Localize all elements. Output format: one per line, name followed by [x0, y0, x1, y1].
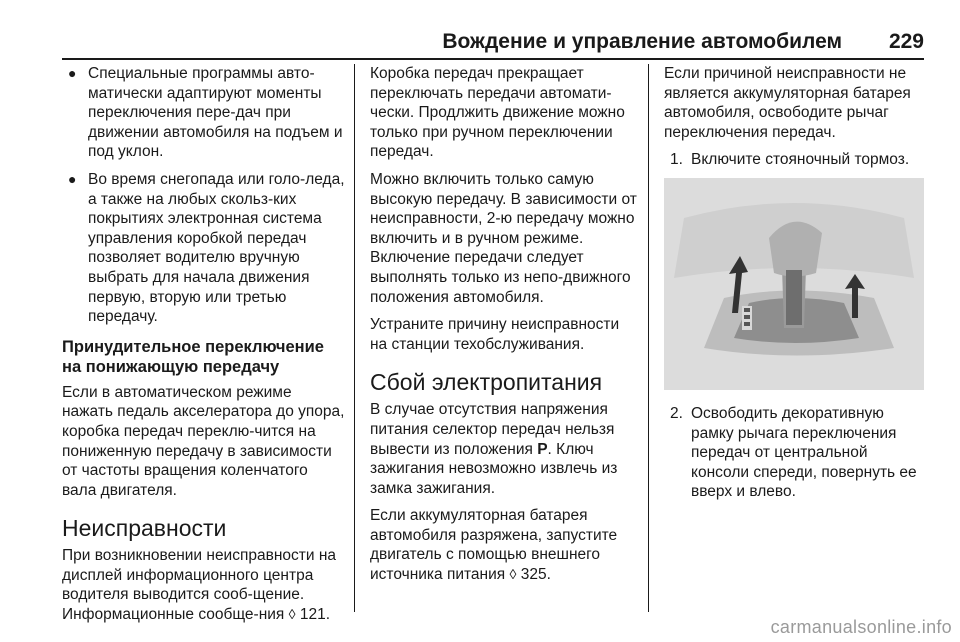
column-1	[62, 64, 345, 633]
faults-paragraph	[62, 546, 345, 624]
column-3	[664, 64, 928, 510]
step-text: Включите стояночный тормоз.	[691, 151, 910, 169]
faults-section-title: Неисправности	[62, 515, 227, 542]
step-number: 2.	[670, 404, 683, 422]
text: В случае отсутствия напряжения питания селектор передач нельзя вывести из положения	[370, 401, 615, 458]
bullet-text: Специальные программы авто-матически адаптируют моменты переключения пере-дач при движении автомобиля на подъем и под уклон.	[88, 65, 343, 161]
kickdown-heading: Принудительное переключение на понижающую передачу	[62, 337, 324, 376]
gear-position-p: P	[537, 440, 548, 458]
step-item	[664, 404, 928, 502]
page-ref-link[interactable]: 325.	[520, 566, 551, 584]
intro-paragraph: Если причиной неисправности не является аккумуляторная батарея автомобиля, освободите рычаг переключения передач.	[664, 65, 911, 141]
page-title: Вождение и управление автомобилем	[442, 30, 842, 53]
faults-text: При возникновении неисправности на дисплей информационного центра водителя выводится сооб-щение. Информационные сообще-ния	[62, 547, 337, 624]
text: Если аккумуляторная батарея автомобиля разряжена, запустите двигатель с помощью внешнего источника питания	[370, 507, 618, 584]
bullet-item	[62, 170, 345, 327]
jump-start-paragraph	[370, 506, 638, 584]
column-divider-1	[354, 64, 355, 612]
watermark: carmanualsonline.info	[770, 617, 952, 637]
paragraph: Коробка передач прекращает переключать передачи автомати-чески. Продлжить движение можно только при ручном переключении передач.	[370, 65, 625, 161]
gear-shift-illustration	[664, 178, 924, 390]
gear-lever-diagram-icon	[664, 178, 924, 390]
page-ref-arrow-icon: ◊	[509, 566, 517, 583]
step-number: 1.	[670, 151, 683, 169]
power-failure-section-title: Сбой электропитания	[370, 369, 603, 396]
text: . Ключ зажигания невозможно извлечь из замка зажигания.	[370, 440, 618, 497]
column-2	[370, 64, 638, 593]
step-text: Освободить декоративную рамку рычага переключения передач от центральной консоли спереди, повернуть ее вверх и влево.	[691, 404, 917, 501]
bullet-dot-icon: ●	[68, 170, 77, 187]
bullet-text: Во время снегопада или голо-леда, а также на любых скольз-ких покрытиях электронная система управления коробкой передач позволяет водителю вручную выбрать для начала движения первую, вторую или третью передачу.	[88, 170, 345, 326]
paragraph: Можно включить только самую высокую передачу. В зависимости от неисправности, 2-ю передачу можно включить и в ручном режиме. Включение передачи следует выполнять только из непо-движного положения автомобиля.	[370, 170, 637, 306]
kickdown-paragraph: Если в автоматическом режиме нажать педаль акселератора до упора, коробка передач переклю-чится на пониженную передачу в зависимости от частоты вращения коленчатого вала двигателя.	[62, 383, 345, 499]
paragraph: Устраните причину неисправности на станции техобслуживания.	[370, 316, 620, 353]
page-ref-link[interactable]: 121.	[299, 606, 331, 624]
page-number: 229	[888, 30, 924, 53]
step-item	[664, 150, 928, 170]
bullet-item	[62, 64, 345, 162]
header-divider	[62, 58, 924, 60]
power-failure-paragraph	[370, 400, 638, 498]
bullet-dot-icon: ●	[68, 65, 77, 81]
page-ref-arrow-icon: ◊	[288, 606, 296, 623]
column-divider-2	[648, 64, 649, 612]
